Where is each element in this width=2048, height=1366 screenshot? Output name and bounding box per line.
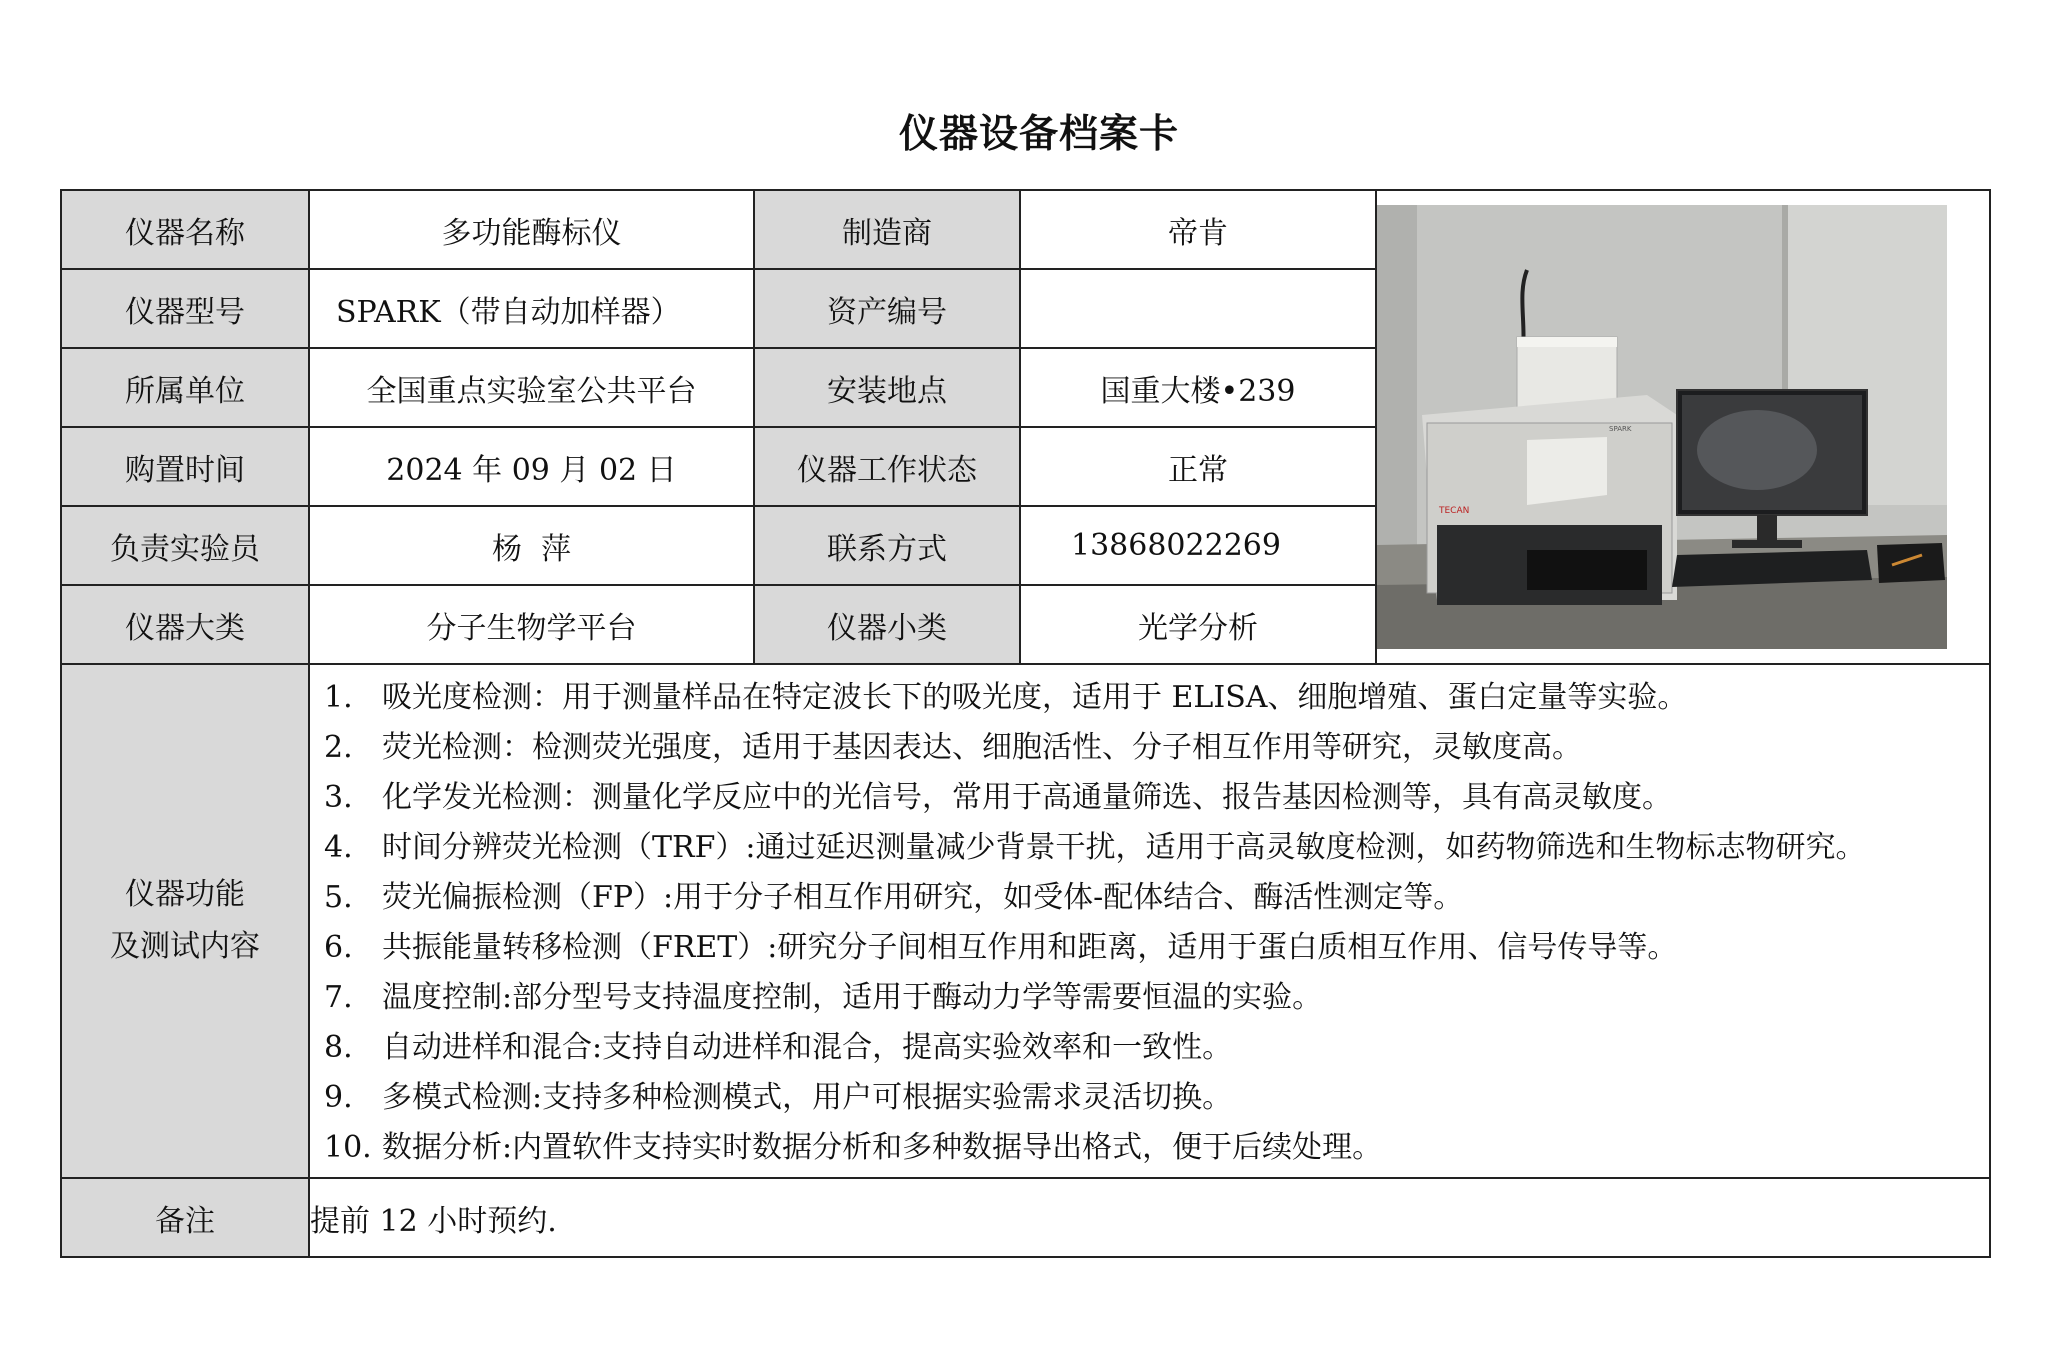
list-item [324,773,1977,823]
item-text: 吸光度检测：用于测量样品在特定波长下的吸光度，适用于 ELISA、细胞增殖、蛋白定量等实验。 [382,680,1688,715]
list-item [324,823,1977,873]
item-number: 8. [324,1030,353,1065]
instrument-photo [1377,205,1947,649]
item-number: 6. [324,930,353,965]
list-item [324,1073,1977,1123]
item-number: 5. [324,880,353,915]
item-number: 4. [324,830,353,865]
item-number: 9. [324,1080,353,1115]
value-asset-number [1020,269,1376,348]
item-text: 数据分析:内置软件支持实时数据分析和多种数据导出格式，便于后续处理。 [382,1130,1383,1165]
photo-brand-text: TECAN [1439,506,1470,516]
value-location: 国重大楼•239 [1020,348,1376,427]
label-subcategory: 仪器小类 [754,585,1020,664]
label-location: 安装地点 [754,348,1020,427]
document-title: 仪器设备档案卡 [898,112,1179,157]
label-purchase-date: 购置时间 [61,427,309,506]
item-text: 荧光偏振检测（FP）:用于分子相互作用研究，如受体-配体结合、酶活性测定等。 [382,880,1464,915]
label-status: 仪器工作状态 [754,427,1020,506]
label-unit: 所属单位 [61,348,309,427]
label-manufacturer: 制造商 [754,190,1020,269]
item-text: 荧光检测：检测荧光强度，适用于基因表达、细胞活性、分子相互作用等研究，灵敏度高。 [382,730,1582,765]
value-instrument-name: 多功能酶标仪 [309,190,754,269]
functions-cell [309,664,1990,1178]
label-contact: 联系方式 [754,506,1020,585]
value-purchase-date: 2024 年 09 月 02 日 [309,427,754,506]
item-text: 自动进样和混合:支持自动进样和混合，提高实验效率和一致性。 [382,1030,1233,1065]
item-text: 化学发光检测：测量化学反应中的光信号，常用于高通量筛选、报告基因检测等，具有高灵敏度。 [382,780,1672,815]
list-item [324,723,1977,773]
value-contact: 13868022269 [1020,506,1376,585]
row-functions [61,664,1990,1178]
instrument-photo-drawing [1377,205,1947,649]
value-unit: 全国重点实验室公共平台 [309,348,754,427]
value-category: 分子生物学平台 [309,585,754,664]
value-technician: 杨 萍 [309,506,754,585]
item-number: 10. [324,1130,372,1165]
item-number: 2. [324,730,353,765]
value-note: 提前 12 小时预约. [309,1178,1990,1257]
item-text: 共振能量转移检测（FRET）:研究分子间相互作用和距离，适用于蛋白质相互作用、信号传导等。 [382,930,1678,965]
row-note [61,1178,1990,1257]
item-number: 3. [324,780,353,815]
list-item [324,1023,1977,1073]
item-number: 1. [324,680,353,715]
label-functions-line1: 仪器功能 [125,877,245,912]
item-number: 7. [324,980,353,1015]
label-functions-line2: 及测试内容 [110,929,260,964]
row-instrument-name [61,190,1990,269]
photo-cell [1376,190,1990,664]
label-note: 备注 [61,1178,309,1257]
value-status: 正常 [1020,427,1376,506]
list-item [324,923,1977,973]
list-item [324,873,1977,923]
value-manufacturer: 帝肯 [1020,190,1376,269]
function-list [310,665,1989,1177]
list-item [324,973,1977,1023]
value-subcategory: 光学分析 [1020,585,1376,664]
label-category: 仪器大类 [61,585,309,664]
label-functions [61,664,309,1178]
list-item [324,673,1977,723]
list-item [324,1123,1977,1173]
label-model: 仪器型号 [61,269,309,348]
item-text: 时间分辨荧光检测（TRF）:通过延迟测量减少背景干扰，适用于高灵敏度检测，如药物筛选和生物标志物研究。 [382,830,1866,865]
photo-model-text: SPARK [1609,425,1632,433]
item-text: 多模式检测:支持多种检测模式，用户可根据实验需求灵活切换。 [382,1080,1233,1115]
label-technician: 负责实验员 [61,506,309,585]
value-model: SPARK（带自动加样器） [309,269,754,348]
item-text: 温度控制:部分型号支持温度控制，适用于酶动力学等需要恒温的实验。 [382,980,1323,1015]
label-instrument-name: 仪器名称 [61,190,309,269]
label-asset-number: 资产编号 [754,269,1020,348]
equipment-card-table [60,189,1991,1258]
